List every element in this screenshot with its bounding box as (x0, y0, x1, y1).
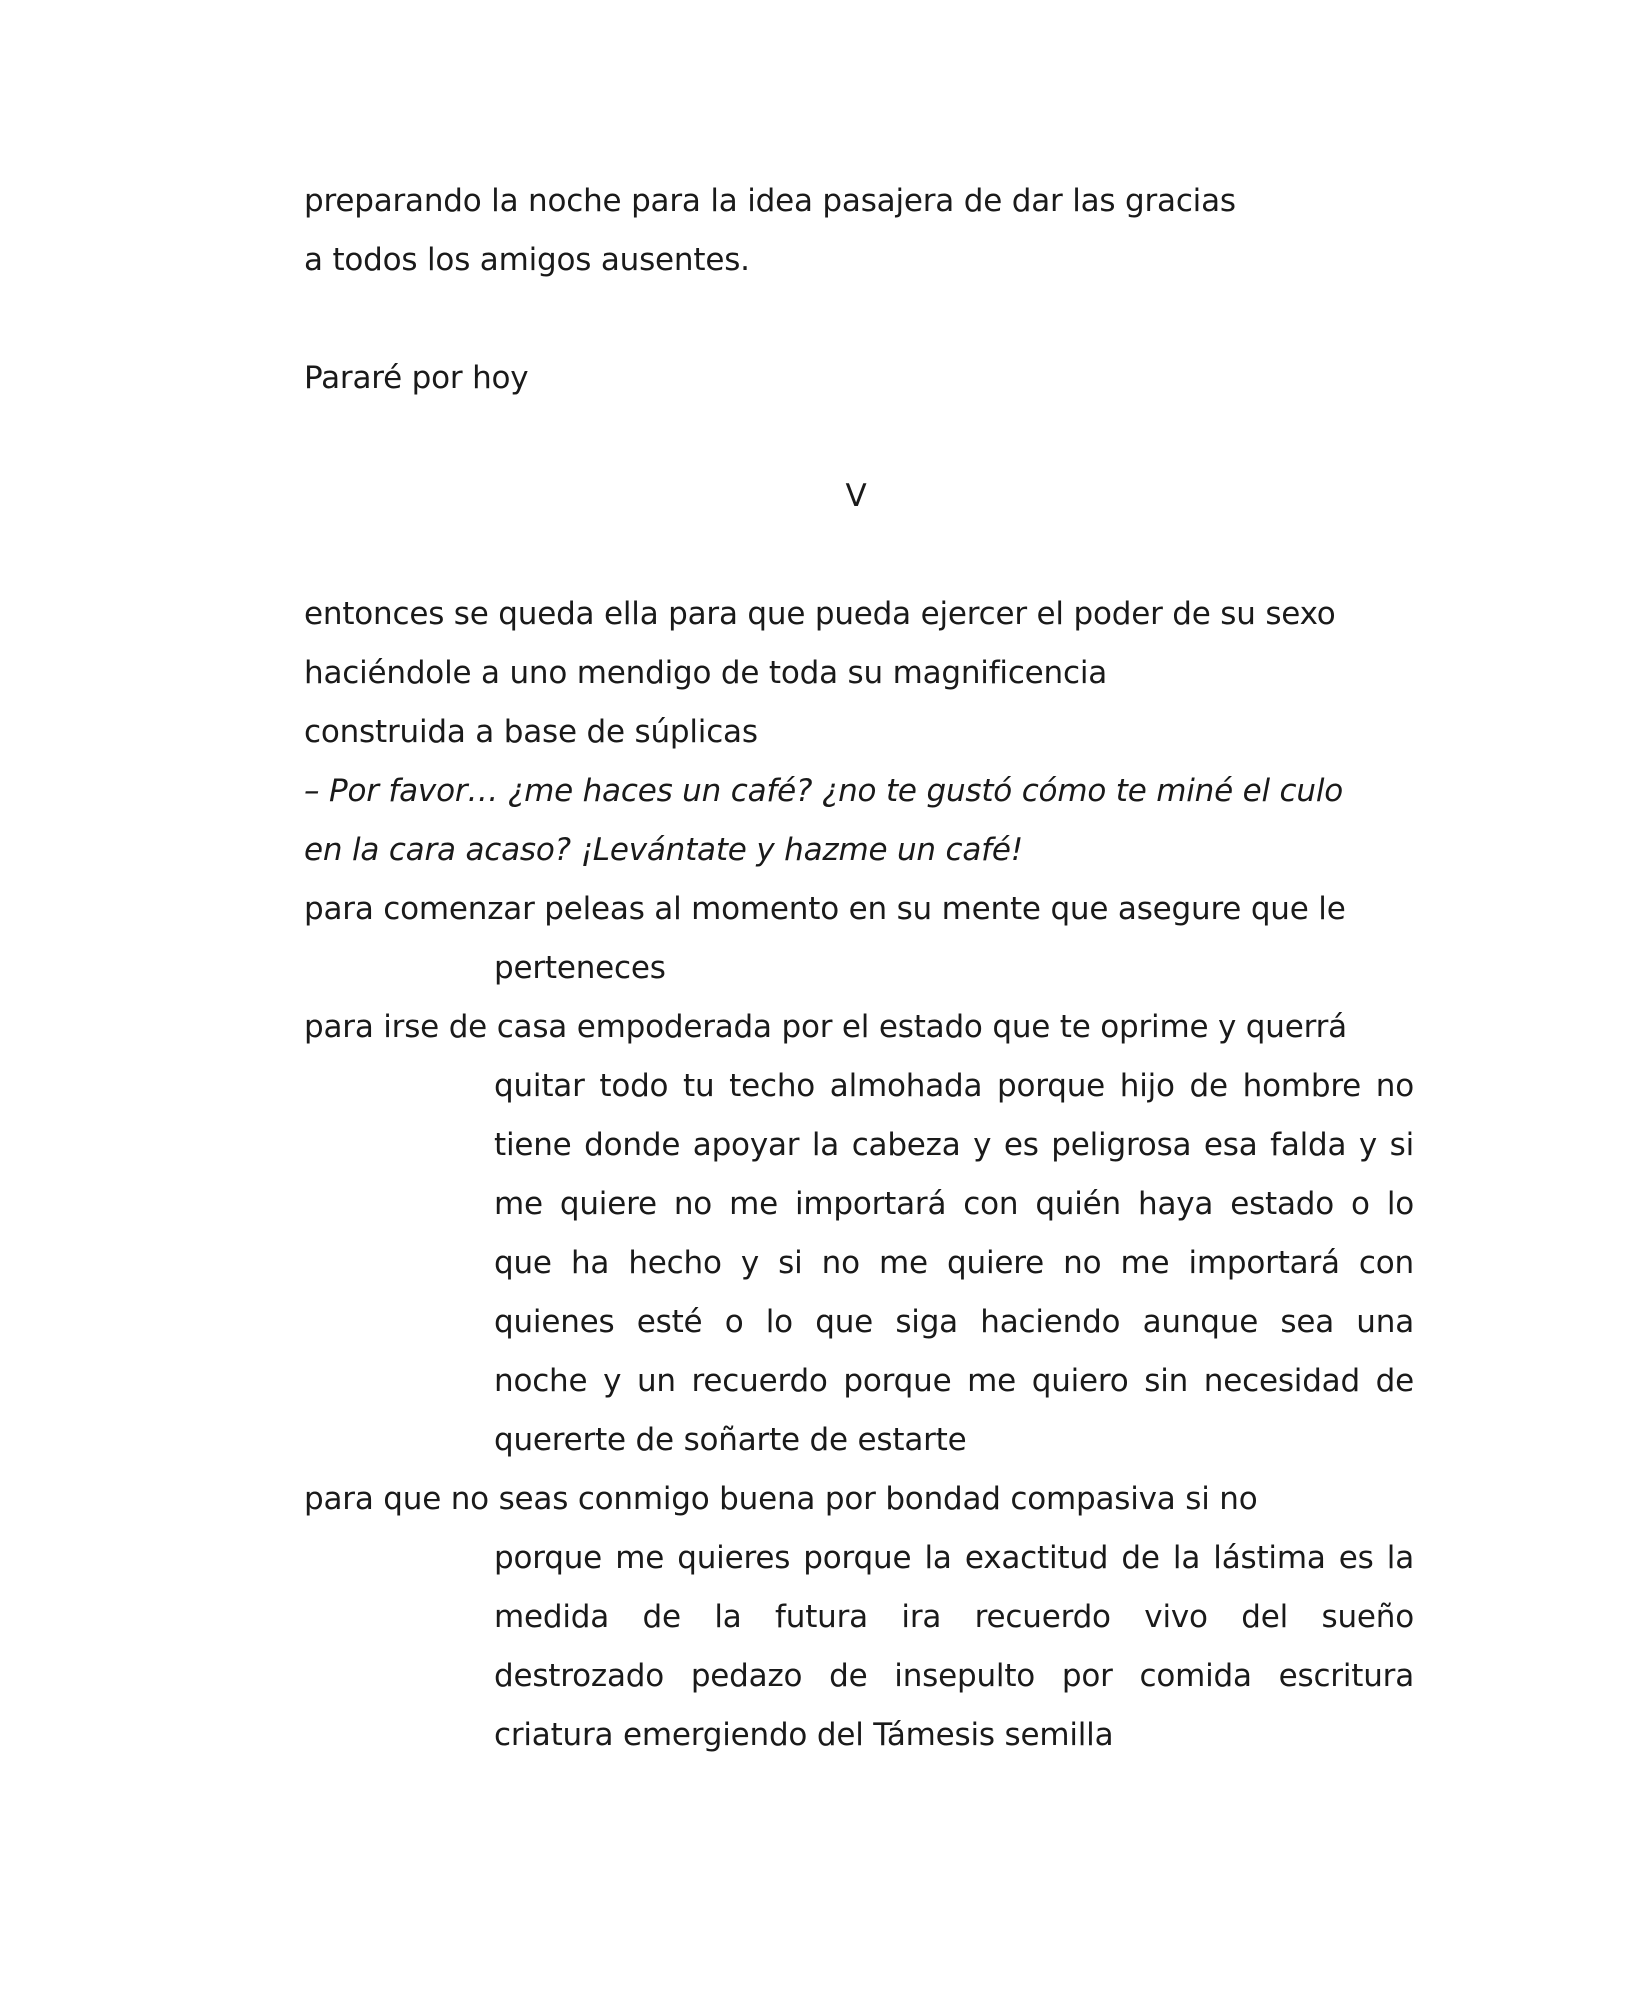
text-line: para que no seas conmigo buena por bondad compasiva si no (304, 1481, 1258, 1517)
section-numeral: V (845, 478, 867, 514)
indented-line: perteneces (494, 950, 666, 986)
text-line: para irse de casa empoderada por el estado que te oprime y querrá (304, 1009, 1347, 1045)
indented-line: destrozado pedazo de insepulto por comida escritura (494, 1658, 1414, 1694)
dialogue-line: en la cara acaso? ¡Levántate y hazme un café! (304, 832, 1023, 868)
dialogue-line: – Por favor… ¿me haces un café? ¿no te gustó cómo te miné el culo (304, 773, 1344, 809)
indented-line: tiene donde apoyar la cabeza y es peligrosa esa falda y si (494, 1127, 1414, 1163)
indented-line: criatura emergiendo del Támesis semilla (494, 1717, 1114, 1753)
indented-line: porque me quieres porque la exactitud de la lástima es la (494, 1540, 1414, 1576)
text-line: haciéndole a uno mendigo de toda su magnificencia (304, 655, 1108, 691)
indented-line: que ha hecho y si no me quiere no me importará con (494, 1245, 1414, 1281)
text-line: construida a base de súplicas (304, 714, 758, 750)
closing-line: Pararé por hoy (304, 360, 529, 396)
indented-line: quererte de soñarte de estarte (494, 1422, 967, 1458)
indented-line: quitar todo tu techo almohada porque hijo de hombre no (494, 1068, 1414, 1104)
indented-line: medida de la futura ira recuerdo vivo del sueño (494, 1599, 1414, 1635)
blank-line (304, 408, 1414, 467)
indented-line: noche y un recuerdo porque me quiero sin necesidad de (494, 1363, 1414, 1399)
indented-line: me quiere no me importará con quién haya estado o lo (494, 1186, 1414, 1222)
poem-text (304, 172, 1414, 1765)
text-line: a todos los amigos ausentes. (304, 242, 750, 278)
indented-line: quienes esté o lo que siga haciendo aunque sea una (494, 1304, 1414, 1340)
blank-line (304, 290, 1414, 349)
text-line: para comenzar peleas al momento en su mente que asegure que le (304, 891, 1346, 927)
blank-line (304, 526, 1414, 585)
text-line: preparando la noche para la idea pasajera de dar las gracias (304, 183, 1236, 219)
text-line: entonces se queda ella para que pueda ejercer el poder de su sexo (304, 596, 1336, 632)
section-heading (304, 467, 1414, 526)
